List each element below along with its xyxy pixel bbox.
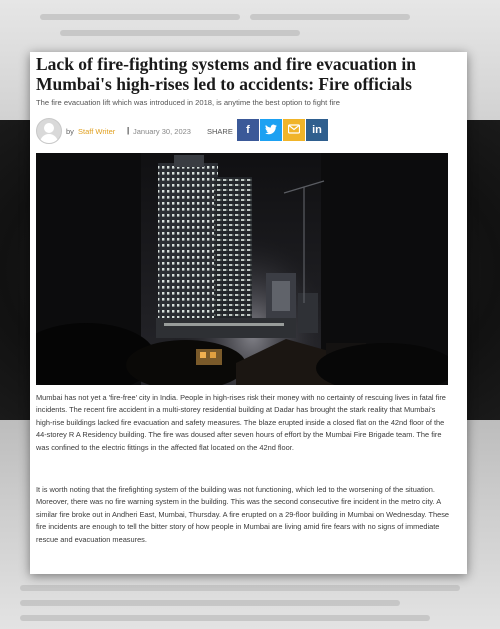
twitter-share-button[interactable]	[260, 119, 282, 141]
envelope-icon	[288, 124, 300, 134]
article-meta	[36, 118, 461, 144]
night-high-rise-photo	[36, 153, 448, 385]
blurred-text-line	[60, 30, 300, 36]
share-label: SHARE	[207, 127, 233, 136]
blurred-text-line	[20, 615, 430, 621]
article-paragraph: It is worth noting that the firefighting system of the building was not functioning, which led to the worsening of the situation. Moreover, there was no fire warning system in the building. This was the second consecutive fire incident in the metro city. A similar fire broke out in Andheri East, Mumbai, Thursday. A fire erupted on a 29-floor building in Mumbai on Wednesday. These fire incidents are enough to tell the bitter story of how people in Mumbai are living amid fire fears with no signs of immediate rescue and evacuation measures.	[36, 485, 449, 544]
article-headline: Lack of fire-fighting systems and fire evacuation in Mumbai's high-rises led to accidents: Fire officials	[36, 54, 416, 94]
blurred-text-line	[20, 600, 400, 606]
facebook-icon: f	[246, 124, 250, 136]
author-link[interactable]: Staff Writer	[78, 127, 116, 136]
article-card	[30, 52, 467, 574]
blurred-text-line	[40, 14, 240, 20]
email-share-button[interactable]	[283, 119, 305, 141]
article-subheadline: The fire evacuation lift which was introduced in 2018, is anytime the best option to fight fire	[36, 98, 340, 107]
publish-date: January 30, 2023	[133, 127, 191, 136]
twitter-bird-icon	[265, 124, 277, 135]
blurred-text-line	[20, 585, 460, 591]
linkedin-share-button[interactable]	[306, 119, 328, 141]
article-paragraph: Mumbai has not yet a 'fire-free' city in India. People in high-rises risk their money with no certainty of rescuing lives in fatal fire incidents. The recent fire accident in a multi-storey residential building at Dadar has brought the stark reality that Mumbai's high-rise buildings lacked fire evacuation and safety measures. The blaze erupted inside a closed flat on the 42nd floor of the 44-storey R A Residency building. The fire was doused after seven hours of effort by the Mumbai Fire Brigade team. The fire was confined to the electric fittings in the affected flat located on the 42nd floor.	[36, 393, 446, 452]
by-label: by	[66, 127, 74, 136]
meta-separator: |	[127, 126, 130, 135]
facebook-share-button[interactable]	[237, 119, 259, 141]
article-photo	[36, 153, 448, 385]
author-avatar-icon	[36, 118, 62, 144]
linkedin-icon: in	[312, 124, 322, 136]
blurred-text-line	[250, 14, 410, 20]
